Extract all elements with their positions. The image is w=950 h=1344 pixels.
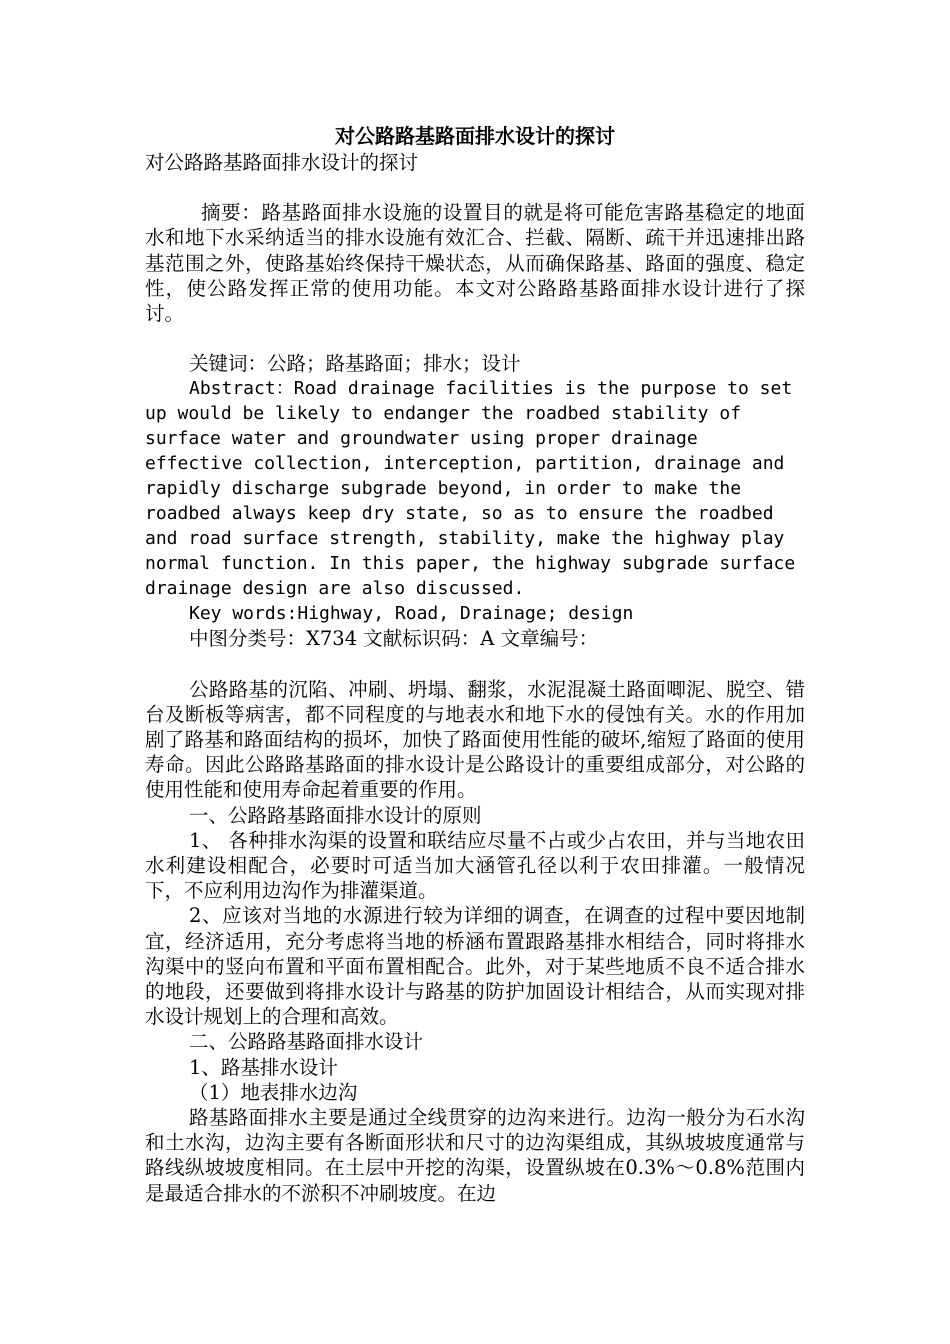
section2-heading: 二、公路路基路面排水设计 [189, 1030, 424, 1054]
section1-paragraph-2: 2、应该对当地的水源进行较为详细的调查，在调查的过程中要因地制宜，经济适用，充分考虑将当地的桥涵布置跟路基排水相结合，同时将排水沟渠中的竖向布置和平面布置相配合。此外，对于某些地质不良不适合排水的地段，还要做到将排水设计与路基的防护加固设计相结合，从而实现对排水设计规划上的合理和高效。 [145, 904, 805, 1029]
document-subtitle: 对公路路基路面排水设计的探讨 [145, 151, 419, 174]
section2-paragraph-1: 路基路面排水主要是通过全线贯穿的边沟来进行。边沟一般分为石水沟和土水沟，边沟主要有各断面形状和尺寸的边沟渠组成，其纵坡坡度通常与路线纵坡坡度相同。在土层中开挖的沟渠，设置纵坡在0.3%～0.8%范围内是最适合排水的不淤积不冲刷坡度。在边 [145, 1106, 805, 1205]
section2-subheading-1a: （1）地表排水边沟 [189, 1080, 358, 1104]
keywords-cn: 关键词：公路；路基路面；排水；设计 [189, 352, 521, 376]
keywords-en: Key words:Highway, Road, Drainage; design [189, 603, 634, 625]
abstract-cn: 摘要：路基路面排水设施的设置目的就是将可能危害路基稳定的地面水和地下水采纳适当的排水设施有效汇合、拦截、隔断、疏干并迅速排出路基范围之外，使路基始终保持干燥状态，从而确保路基、路面的强度、稳定性，使公路发挥正常的使用功能。本文对公路路基路面排水设计进行了探讨。 [145, 201, 805, 326]
spacer [145, 326, 805, 351]
spacer [145, 652, 805, 677]
classification-line: 中图分类号：X734 文献标识码：A 文章编号： [189, 627, 599, 651]
section1-heading: 一、公路路基路面排水设计的原则 [189, 803, 482, 827]
spacer [145, 175, 805, 200]
abstract-en: Abstract：Road drainage facilities is the purpose to set up would be likely to endanger the roadbed stability of surface water and groundwater using proper drainage effective collection, interception, partition, drainage and rapidly discharge subgrade beyond, in order to make the roadbed always keep dry state, so as to ensure the roadbed and road surface strength, stability, make the highway play normal function. In this paper, the highway subgrade surface drainage design are also discussed. [145, 378, 807, 600]
intro-paragraph: 公路路基的沉陷、冲刷、坍塌、翻浆，水泥混凝土路面唧泥、脱空、错台及断板等病害，都不同程度的与地表水和地下水的侵蚀有关。水的作用加剧了路基和路面结构的损坏，加快了路面使用性能的破坏,缩短了路面的使用寿命。因此公路路基路面的排水设计是公路设计的重要组成部分，对公路的使用性能和使用寿命起着重要的作用。 [145, 677, 805, 802]
document-title: 对公路路基路面排水设计的探讨 [335, 124, 615, 148]
document-page [145, 122, 805, 1206]
section1-paragraph-1: 1、 各种排水沟渠的设置和联结应尽量不占或少占农田，并与当地农田水利建设相配合，必要时可适当加大涵管孔径以利于农田排灌。一般情况下，不应利用边沟作为排灌渠道。 [145, 828, 805, 903]
section2-subheading-1: 1、路基排水设计 [189, 1055, 338, 1079]
